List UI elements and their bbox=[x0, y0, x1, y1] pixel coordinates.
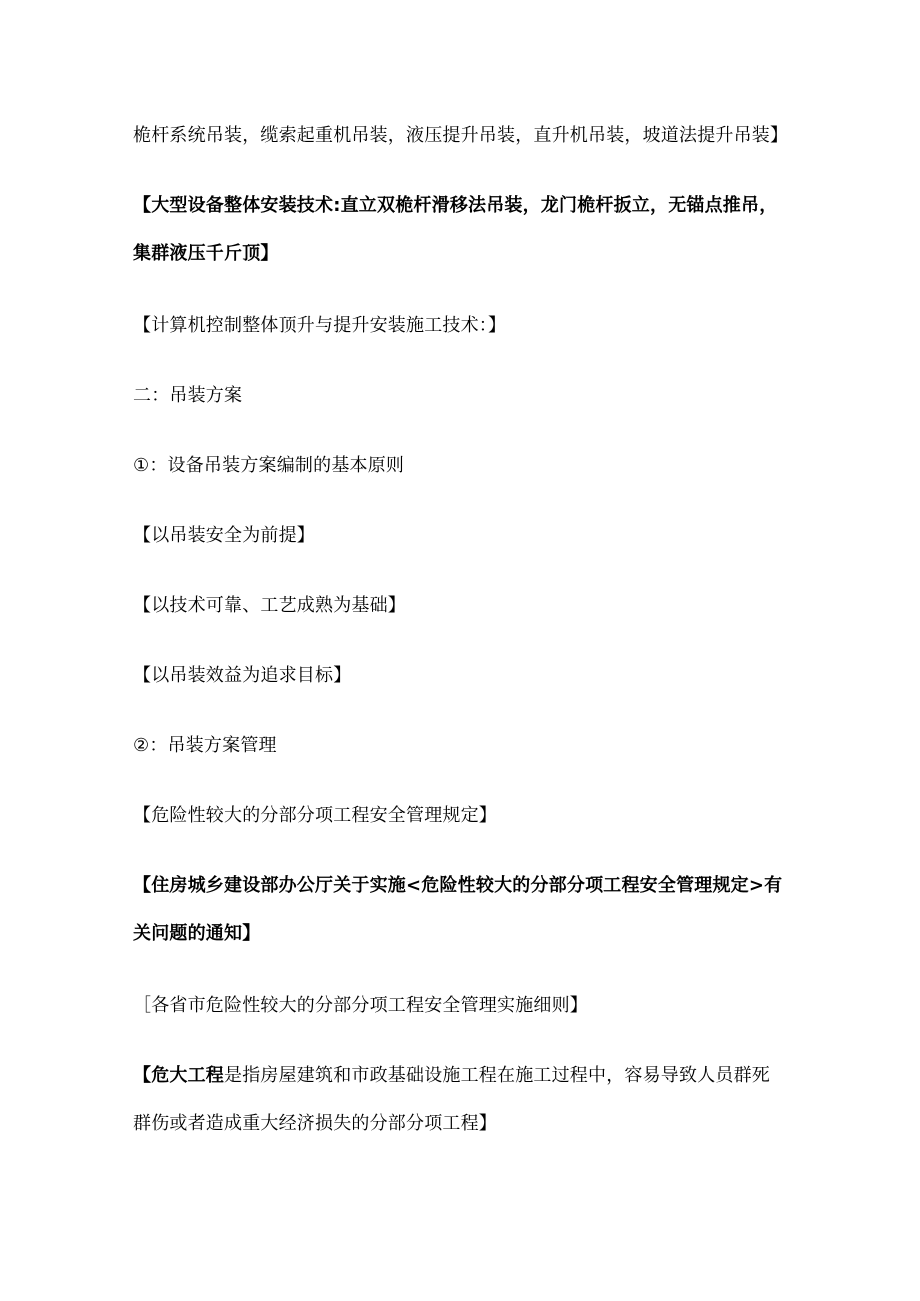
paragraph-line: 【大型设备整体安装技术:直立双桅杆滑移法吊装，龙门桅杆扳立，无锚点推吊， bbox=[133, 195, 778, 216]
definition-connector: 是 bbox=[224, 1065, 243, 1086]
definition-text: 指房屋建筑和市政基础设施工程在施工过程中，容易导致人员群死 bbox=[242, 1065, 770, 1086]
paragraph-line: 【以吊装安全为前提】 bbox=[133, 525, 315, 546]
paragraph-line: 【危险性较大的分部分项工程安全管理规定】 bbox=[133, 805, 497, 826]
paragraph-line: 【以技术可靠、工艺成熟为基础】 bbox=[133, 595, 406, 616]
subsection-heading: ①：设备吊装方案编制的基本原则 bbox=[133, 455, 405, 476]
paragraph-line: ［各省市危险性较大的分部分项工程安全管理实施细则】 bbox=[133, 995, 588, 1016]
definition-line bbox=[133, 1064, 770, 1088]
definition-line: 群伤或者造成重大经济损失的分部分项工程】 bbox=[133, 1113, 497, 1134]
paragraph-line: 【计算机控制整体顶升与提升安装施工技术：】 bbox=[133, 315, 507, 336]
definition-term: 【危大工程 bbox=[133, 1065, 224, 1086]
paragraph-line: 【住房城乡建设部办公厅关于实施<危险性较大的分部分项工程安全管理规定>有 bbox=[133, 875, 783, 896]
paragraph-line: 桅杆系统吊装，缆索起重机吊装，液压提升吊装，直升机吊装，坡道法提升吊装】 bbox=[133, 125, 789, 146]
paragraph-line: 集群液压千斤顶】 bbox=[133, 243, 279, 264]
subsection-heading: ②：吊装方案管理 bbox=[133, 735, 277, 756]
section-heading: 二：吊装方案 bbox=[133, 385, 243, 406]
paragraph-line: 关问题的通知】 bbox=[133, 923, 261, 944]
paragraph-line: 【以吊装效益为追求目标】 bbox=[133, 665, 352, 686]
